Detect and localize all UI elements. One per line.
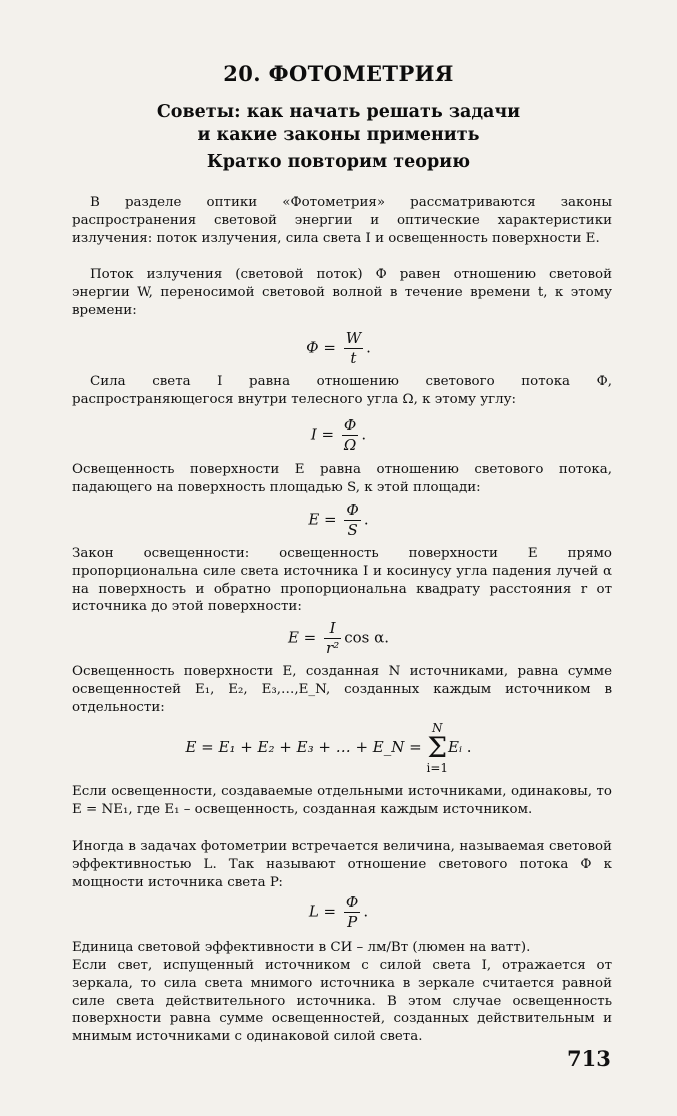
paragraph-luminous-flux: Поток излучения (световой поток) Ф равен отношению световой энергии W, переносимой световой волной в течение времени t, к этому времени: xyxy=(72,267,612,318)
paragraph-intro: В разделе оптики «Фотометрия» рассматриваются законы распространения световой энергии и оптические характеристики излучения: поток излучения, сила света I и освещенность поверхности E. xyxy=(72,195,612,246)
formula-law-cos: cos α xyxy=(344,628,385,647)
theory-subtitle: Кратко повторим теорию xyxy=(206,152,471,172)
advice-subtitle-line-2: и какие законы применить xyxy=(197,125,480,145)
summation-sign: N Σ i=1 xyxy=(426,721,449,775)
formula-intensity: I = $\frac{Ф}{\Omega}$ . xyxy=(310,416,367,454)
formula-efficacy: L = $\frac{Ф}{P}$ . xyxy=(308,893,369,931)
formula-efficacy-denominator: P xyxy=(347,913,358,931)
advice-subtitle-line-1: Советы: как начать решать задачи xyxy=(156,102,521,122)
summation-upper-limit: N xyxy=(432,721,443,735)
formula-law-numerator: I xyxy=(324,619,341,639)
formula-illuminance-numerator: Ф xyxy=(346,501,359,519)
formula-efficacy-lhs: L = xyxy=(308,902,337,921)
formula-superposition-expr: E = E₁ + E₂ + E₃ + … + E_N = xyxy=(185,738,422,756)
formula-efficacy-numerator: Ф xyxy=(345,893,359,911)
paragraph-illuminance-law: Закон освещенности: освещенность поверхности E прямо пропорциональна силе света источника I и косинусу угла падения лучей α на поверхность и обратно пропорциональна квадрату расстояния r от источника до этой поверхности: xyxy=(72,546,612,615)
formula-illuminance-lhs: E = xyxy=(308,510,337,529)
page-number: 713 xyxy=(567,1046,611,1071)
formula-flux-lhs: Ф = xyxy=(306,338,336,357)
formula-flux: Ф = $\frac{W}{t}$ . xyxy=(306,329,371,367)
paragraph-si-unit: Единица световой эффективности в СИ – лм/Вт (люмен на ватт). xyxy=(72,940,531,955)
formula-illuminance-law: E = $\frac{I}{\text{r²}}$ cos α. xyxy=(287,619,390,657)
formula-flux-denominator: t xyxy=(350,349,357,367)
paragraph-luminous-efficacy: Иногда в задачах фотометрии встречается величина, называемая световой эффективностью L. Так называют отношение светового потока Ф к мощности источника света P: xyxy=(72,839,612,890)
formula-superposition: E = E₁ + E₂ + E₃ + … + E_N = N Σ i=1 Eᵢ . xyxy=(185,721,472,775)
formula-illuminance: E = $\frac{Ф}{S}$ . xyxy=(308,501,369,539)
formula-intensity-denominator: Ω xyxy=(343,436,357,454)
advice-subtitle xyxy=(0,101,677,147)
formula-intensity-lhs: I = xyxy=(310,425,335,444)
formula-law-denominator: r² xyxy=(326,639,340,657)
paragraph-luminous-intensity: Сила света I равна отношению светового потока Ф, распространяющегося внутри телесного угла Ω, к этому углу: xyxy=(72,374,612,407)
paragraph-superposition: Освещенность поверхности E, созданная N источниками, равна сумме освещенностей E₁, E₂, E₃,…,E_N, созданных каждым источником в отдельности: xyxy=(72,664,612,715)
formula-illuminance-denominator: S xyxy=(347,521,358,539)
summation-lower-limit: i=1 xyxy=(426,761,449,775)
paragraph-mirror: Если свет, испущенный источником с силой света I, отражается от зеркала, то сила света мнимого источника в зеркале считается равной силе света действительного источника. В этом случае освещенность поверхности равна сумме освещенностей, созданных действительным и мнимым источниками с одинаковой силой света. xyxy=(72,958,612,1045)
section-title: 20. ФОТОМЕТРИЯ xyxy=(223,61,454,86)
formula-law-lhs: E = xyxy=(287,628,317,647)
paragraph-illuminance: Освещенность поверхности E равна отношению светового потока, падающего на поверхность площадью S, к этой площади: xyxy=(72,462,612,495)
summation-term: Eᵢ xyxy=(448,738,462,756)
formula-intensity-numerator: Ф xyxy=(343,416,357,434)
paragraph-equal-sources: Если освещенности, создаваемые отдельными источниками, одинаковы, то E = NE₁, где E₁ – освещенность, созданная каждым источником. xyxy=(72,784,612,817)
formula-flux-numerator: W xyxy=(345,329,362,347)
